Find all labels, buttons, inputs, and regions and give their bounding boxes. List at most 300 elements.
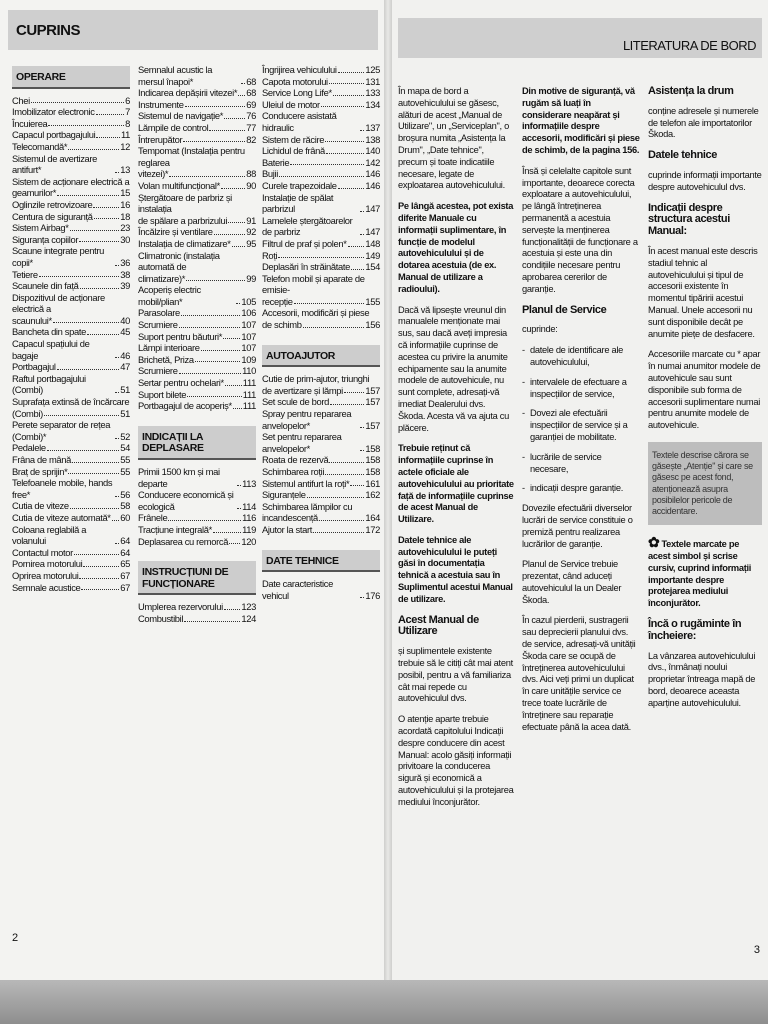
toc-leader — [237, 485, 241, 486]
toc-page-number: 158 — [365, 442, 380, 454]
final-request-heading: Încă o rugăminte în încheiere: — [648, 617, 742, 642]
toc-leader — [195, 361, 241, 362]
toc-entry-title: Cutia de viteze automată* — [12, 511, 111, 523]
toc-page-number: 91 — [246, 214, 256, 226]
toc-leader — [184, 621, 240, 622]
toc-page-number: 158 — [365, 454, 380, 466]
toc-entry — [262, 373, 380, 396]
toc-page-number: 162 — [365, 489, 380, 501]
toc-entry-title: Frâna de mână — [12, 454, 72, 465]
toc-entry-title: Tetiere — [12, 268, 38, 280]
toc-entry — [12, 153, 130, 176]
toc-page-number: 46 — [120, 349, 130, 361]
toc-entry — [12, 199, 130, 211]
toc-entry-title: Conducere asistată hidraulic — [262, 110, 337, 133]
toc-entry-title: Suport bilete — [138, 388, 187, 400]
toc-entry-title: Tracțiune integrală* — [138, 523, 212, 535]
toc-entry — [262, 396, 380, 408]
toc-entry-title: Pornirea motorului — [12, 558, 83, 570]
toc-entry-title: Oprirea motorului — [12, 569, 79, 581]
toc-entry-title: Roți — [262, 249, 278, 261]
toc-page-number: 8 — [125, 117, 130, 129]
toc-entry — [138, 145, 256, 180]
toc-list-instructiuni — [138, 601, 256, 624]
toc-leader — [350, 485, 364, 486]
toc-leader — [115, 265, 119, 266]
toc-page-number: 77 — [246, 121, 256, 133]
toc-entry — [12, 454, 130, 466]
contents-header — [8, 10, 378, 50]
toc-entry-title: Scrumiere — [138, 365, 178, 377]
toc-page-number: 65 — [120, 558, 130, 570]
road-assistance-paragraph: conține adresele și numerele de telefon ale importatorilor Škoda. — [648, 105, 759, 140]
toc-leader — [186, 280, 245, 281]
toc-leader — [224, 118, 245, 119]
toc-entry — [138, 64, 256, 87]
toc-entry-title: Ștergătoare de parbriz și instalația — [138, 191, 232, 215]
toc-entry — [138, 365, 256, 377]
toc-page-number: 52 — [120, 430, 130, 442]
toc-page-number: 134 — [365, 98, 380, 110]
toc-entry — [138, 284, 256, 307]
toc-leader — [115, 357, 119, 358]
toc-column-3 — [262, 64, 380, 601]
toc-entry-title: Ajutor la start — [262, 523, 312, 535]
toc-entry-title-cont: (Combi) — [12, 407, 43, 419]
toc-entry-title: Service Long Life* — [262, 87, 332, 99]
toc-entry — [12, 477, 130, 500]
toc-leader — [330, 404, 364, 405]
toc-entry — [262, 238, 380, 250]
toc-leader — [338, 72, 365, 73]
toc-page-number: 82 — [246, 133, 256, 145]
toc-page-number: 58 — [120, 500, 130, 512]
toc-leader — [115, 496, 119, 497]
toc-entry — [12, 570, 130, 582]
toc-leader — [83, 566, 119, 567]
section-date-tehnice: DATE TEHNICE — [262, 550, 380, 573]
toc-leader — [225, 385, 242, 386]
toc-leader — [96, 137, 120, 138]
toc-entry — [262, 250, 380, 262]
toc-entry-title: Siguranțele — [262, 489, 306, 501]
toc-entry-title: Sistemul de avertizare antifurt* — [12, 152, 98, 176]
section-autoajutor: AUTOAJUTOR — [262, 345, 380, 368]
toc-page-number: 56 — [120, 488, 130, 500]
toc-page-number: 18 — [120, 210, 130, 222]
toc-page-number: 111 — [242, 377, 256, 389]
toc-list-col2 — [138, 64, 256, 412]
toc-leader — [278, 257, 364, 258]
chapters-paragraph: Însă și celelalte capitole sunt importante, deoarece corecta exploatare a autovehiculului, pe lângă întreținerea permanentă a acestuia servește la menținerea funcționalității de funcționare a acestuia și este una din condițiile necesare pentru aprobarea cererilor de garanție. — [522, 165, 638, 294]
toc-entry-title: Capacul spațiului de bagaje — [12, 338, 90, 361]
supplement-paragraph: Pe lângă acestea, pot exista diferite Manuale cu informații suplimentare, în funcție de modelul autovehiculului și de dotarea acestuia (de ex. Manual de utilizare a radioului). — [398, 201, 514, 294]
toc-leader — [224, 609, 241, 610]
toc-leader — [39, 276, 120, 277]
toc-entry-title: Bancheta din spate — [12, 326, 86, 338]
toc-entry-title: Imobilizator electronic — [12, 106, 95, 118]
toc-page-number: 67 — [120, 569, 130, 581]
toc-page-number: 64 — [120, 546, 130, 558]
toc-leader — [183, 141, 245, 142]
toc-entry — [12, 582, 130, 594]
toc-entry — [12, 466, 130, 478]
toc-page-number: 114 — [242, 500, 256, 512]
toc-leader — [112, 520, 120, 521]
toc-leader — [70, 230, 120, 231]
missing-manual-paragraph: Dacă vă lipsește vreunul din manualele menționate mai sus, sau dacă aveți impresia că informațiile cuprinse de acestea cu privire la anumite echipamente sau la anumite modele de autovehicule, nu sunt complete, adresați-vă imediat Dealerului dvs. Škoda. Acesta vă va ajuta cu plăcere. — [398, 304, 509, 433]
toc-entry — [262, 76, 380, 88]
toc-entry-title: Sistem Airbag* — [12, 222, 69, 234]
toc-page-number: 149 — [365, 249, 380, 261]
toc-entry-title: Cutia de viteze — [12, 500, 69, 512]
toc-entry-title: Scaunele din față — [12, 280, 79, 292]
toc-leader — [360, 450, 364, 451]
environment-leaf-icon: ✿ — [648, 534, 660, 551]
toc-entry-title: Contactul motor — [12, 546, 73, 558]
toc-entry-title-cont: de spălare a parbrizului — [138, 214, 228, 226]
toc-page-number: 60 — [120, 511, 130, 523]
toc-leader — [348, 246, 365, 247]
toc-list-autoajutor — [262, 373, 380, 535]
toc-leader — [360, 427, 364, 428]
toc-leader — [185, 106, 246, 107]
toc-entry-title: Accesorii, modificări și piese — [262, 307, 370, 319]
service-plan-intro: cuprinde: — [522, 324, 558, 335]
toc-list-col3 — [262, 64, 380, 331]
toc-entry — [12, 269, 130, 281]
toc-entry-title: Încălzire și ventilare — [138, 226, 213, 238]
toc-entry-title-cont: geamurilor* — [12, 187, 57, 199]
toc-entry-title-cont: recepție — [262, 295, 293, 307]
toc-entry-title: Capacul portbagajului — [12, 129, 96, 141]
toc-leader — [115, 172, 119, 173]
accessories-paragraph: Accesoriile marcate cu * apar în numai anumitor modele de autovehicule sau sunt disponibile sub forma de accesorii suplimentare numai pentru anumite modele de autovehicule. — [648, 349, 761, 431]
toc-entry-title: Set scule de bord — [262, 396, 330, 408]
toc-entry-title: Conducere economică și ecologică — [138, 489, 234, 512]
toc-leader — [94, 218, 120, 219]
loss-paragraph: În cazul pierderii, sustragerii sau deprecierii planului dvs. de service, adresați-vă unității Škoda care se ocupă de întreținerea autovehiculului dvs. Aici veți primi un duplicat în care unitățile service ce trece toate lucrările de întreținere sau reparație efectuate până la acea dată. — [522, 615, 636, 732]
toc-page-number: 51 — [120, 407, 130, 419]
toc-entry — [262, 478, 380, 490]
toc-entry-title: Frânele — [138, 512, 168, 524]
toc-leader — [213, 532, 241, 533]
toc-page-number: 11 — [120, 129, 130, 141]
final-request-paragraph: La vânzarea autovehiculului dvs., înmânați noului proprietar întreaga mapă de bord, deoarece aceasta aparține autovehiculului. — [648, 650, 756, 708]
toc-page-number: 38 — [120, 268, 130, 280]
toc-entry — [138, 601, 256, 613]
toc-page-number: 88 — [246, 168, 256, 180]
toc-entry-title: Portbagajul — [12, 361, 56, 373]
toc-entry-title: Roata de rezervă — [262, 454, 329, 466]
toc-leader — [169, 176, 245, 177]
toc-leader — [79, 241, 119, 242]
toc-entry-title: Deplasări în străinătate — [262, 261, 351, 273]
toc-entry-title: Sistemul de navigație* — [138, 110, 224, 122]
toc-entry-title: Telefoanele mobile, hands free* — [12, 477, 113, 500]
toc-entry — [138, 87, 256, 99]
toc-entry — [138, 226, 256, 238]
toc-page-number: 113 — [242, 477, 256, 489]
toc-entry-title: Pedalele — [12, 442, 46, 454]
toc-entry-title: Volan multifuncțional* — [138, 179, 220, 191]
toc-leader — [214, 234, 246, 235]
toc-entry — [262, 192, 380, 215]
toc-leader — [48, 125, 124, 126]
toc-page-number: 39 — [120, 280, 130, 292]
toc-entry — [262, 215, 380, 238]
toc-leader — [201, 350, 241, 351]
toc-page-number: 51 — [120, 384, 130, 396]
toc-page-number: 107 — [241, 319, 256, 331]
page-number-right: 3 — [753, 944, 760, 956]
toc-entry-title: Sistem de acționare electrică a — [12, 175, 130, 187]
toc-entry-title: Lămpi interioare — [138, 342, 200, 354]
toc-page-number: 15 — [120, 187, 130, 199]
toc-entry — [12, 373, 130, 396]
toc-leader — [221, 188, 245, 189]
toc-page-number: 110 — [242, 365, 256, 377]
present-paragraph: Planul de Service trebuie prezentat, când aduceți autovehiculul la un Dealer Škoda. — [522, 559, 622, 605]
section-instructiuni: INSTRUCȚIUNI DE FUNCȚIONARE — [138, 561, 256, 595]
toc-leader — [74, 554, 119, 555]
toc-entry — [12, 547, 130, 559]
toc-entry-title: Set pentru repararea anvelopelor* — [262, 431, 342, 454]
toc-leader — [344, 392, 365, 393]
list-item: - datele de identificare ale autovehiculului, — [530, 345, 640, 369]
toc-entry — [262, 145, 380, 157]
toc-page-number: 116 — [242, 512, 256, 524]
toc-leader — [307, 497, 365, 498]
toc-entry — [262, 307, 380, 330]
toc-entry-title: Întrerupător — [138, 133, 183, 145]
toc-leader — [333, 95, 365, 96]
toc-entry — [262, 454, 380, 466]
list-item: - lucrările de service necesare, — [530, 452, 640, 476]
toc-leader — [290, 164, 364, 165]
structure-heading: Indicații despre structura acestui Manual: — [648, 201, 730, 238]
toc-leader — [241, 83, 245, 84]
toc-leader — [47, 450, 120, 451]
toc-entry-title: Indicarea depășirii vitezei* — [138, 87, 238, 99]
toc-entry — [262, 110, 380, 133]
toc-page-number: 147 — [365, 203, 380, 215]
toc-entry — [12, 118, 130, 130]
toc-entry — [138, 466, 256, 489]
toc-page-number: 109 — [241, 353, 256, 365]
toc-entry-title: Uleiul de motor — [262, 98, 320, 110]
text-column-3 — [648, 86, 762, 719]
toc-entry-title: Telecomandă* — [12, 140, 68, 152]
toc-leader — [360, 597, 364, 598]
list-item: - intervalele de efectuare a inspecțiilor de service, — [530, 377, 640, 401]
service-plan-heading: Planul de Service — [522, 303, 607, 316]
toc-leader — [79, 578, 119, 579]
contents-title: CUPRINS — [16, 22, 81, 39]
toc-entry — [12, 222, 130, 234]
toc-leader — [93, 207, 119, 208]
toc-leader — [329, 83, 365, 84]
toc-entry-title-cont: vitezei)* — [138, 168, 169, 180]
technical-data-paragraph: Datele tehnice ale autovehiculului le puteți găsi în documentația tehnică a acestuia sau în Suplimentul acestui Manual de utilizare. — [398, 534, 513, 604]
toc-leader — [115, 392, 119, 393]
toc-entry — [12, 234, 130, 246]
toc-entry — [262, 431, 380, 454]
toc-leader — [229, 543, 240, 544]
toc-entry-title: Umplerea rezervorului — [138, 601, 223, 613]
toc-page-number: 157 — [365, 419, 380, 431]
toc-page-number: 111 — [242, 400, 256, 412]
toc-entry-title: Tempomat (Instalația pentru reglarea — [138, 145, 245, 168]
toc-entry — [12, 280, 130, 292]
driving-tips-paragraph: O atenție aparte trebuie acordată capitolului Indicații despre conducere din acest Manual: acolo găsiți informații privitoare la conducerea sigură și economică a autovehiculului și la protejarea mediului înconjurător. — [398, 714, 514, 807]
toc-leader — [338, 188, 365, 189]
toc-page-number: 158 — [365, 466, 380, 477]
toc-entry-title: Lamelele ștergătoarelor de parbriz — [262, 214, 353, 238]
toc-entry-title: Portbagajul de acoperiș* — [138, 400, 232, 412]
toc-page-number: 36 — [120, 256, 130, 268]
toc-page-number: 161 — [365, 477, 380, 489]
toc-entry — [12, 95, 130, 107]
technical-data-heading: Datele tehnice — [648, 149, 717, 162]
toc-entry — [12, 141, 130, 153]
toc-page-number: 54 — [120, 442, 130, 454]
toc-entry-title: Climatronic (instalația automată de — [138, 249, 220, 273]
toc-page-number: 155 — [365, 295, 380, 307]
toc-entry — [138, 180, 256, 192]
toc-leader — [70, 508, 120, 509]
toc-entry — [138, 319, 256, 331]
toc-page-number: 131 — [365, 75, 380, 87]
environment-text: Textele marcate pe acest simbol și scrise cursiv, cuprind informații importante despre protejarea mediului înconjurător. — [648, 539, 752, 609]
toc-leader — [96, 114, 125, 115]
section-operare: OPERARE — [12, 66, 130, 89]
toc-entry — [12, 524, 130, 547]
toc-entry-title: Dispozitivul de acționare electrică a — [12, 291, 105, 315]
toc-entry — [138, 192, 256, 227]
toc-entry-title: Sistem de răcire — [262, 133, 325, 145]
toc-entry-title: Lichidul de frână — [262, 145, 325, 157]
toc-entry-title: Îngrijirea vehiculului — [262, 64, 337, 75]
toc-leader — [181, 315, 241, 316]
structure-paragraph: În acest manual este descris stadiul tehnic al autovehiculului și tipul de accesorii existente în momentul tipăririi acestui Manual. Unele accesorii nu sunt disponibile decât pe anumite piețe de desfacere. — [648, 245, 758, 339]
toc-entry — [12, 245, 130, 268]
toc-page-number: 106 — [241, 307, 256, 319]
toc-page-number: 92 — [246, 226, 256, 238]
toc-page-number: 13 — [120, 164, 130, 176]
toc-page-number: 157 — [365, 384, 380, 396]
toc-entry — [12, 292, 130, 327]
toc-leader — [72, 462, 119, 463]
toc-entry-title: Scrumiere — [138, 319, 178, 331]
toc-leader — [237, 508, 241, 509]
toc-entry-title: Curele trapezoidale — [262, 179, 337, 191]
toc-entry-title: Instrumente — [138, 98, 184, 110]
toc-page-number: 90 — [246, 179, 256, 191]
toc-entry-title: Coloana reglabilă a volanului — [12, 523, 87, 547]
toc-page-number: 99 — [246, 272, 256, 284]
toc-leader — [303, 327, 365, 328]
toc-entry — [138, 342, 256, 354]
toc-entry — [262, 408, 380, 431]
text-column-2 — [522, 86, 640, 742]
toc-leader — [236, 303, 240, 304]
toc-entry — [12, 500, 130, 512]
toc-entry — [138, 524, 256, 536]
toc-page-number: 140 — [365, 145, 380, 157]
toc-entry-title: Oglinzile retrovizoare — [12, 198, 93, 210]
toc-page-number: 105 — [241, 295, 256, 307]
toc-page-number: 30 — [120, 233, 130, 245]
toc-page-number: 55 — [120, 465, 130, 477]
toc-page-number: 176 — [365, 589, 380, 601]
toc-entry — [138, 389, 256, 401]
toc-page-number: 172 — [365, 523, 380, 535]
toc-page-number: 164 — [365, 512, 380, 524]
safety-paragraph: Din motive de siguranță, vă rugăm să luați în considerare neapărat și informațiile despre accesorii, modificări și piese de schimb, de la pagina 156. — [522, 86, 640, 155]
toc-leader — [321, 106, 365, 107]
toc-leader — [360, 130, 364, 131]
toc-entry-title: Telefon mobil și aparate de emisie- — [262, 272, 365, 296]
toc-entry-title-cont: de schimb — [262, 319, 302, 331]
toc-leader — [360, 211, 364, 212]
toc-page-number: 142 — [365, 156, 380, 168]
toc-leader — [223, 338, 240, 339]
toc-entry — [262, 64, 380, 76]
toc-entry — [262, 99, 380, 111]
toc-page-number: 157 — [365, 396, 380, 408]
toc-leader — [209, 130, 245, 131]
section-indicatii: INDICAȚII LA DEPLASARE — [138, 426, 256, 460]
toc-leader — [87, 334, 119, 335]
toc-leader — [329, 462, 364, 463]
toc-leader — [80, 288, 120, 289]
toc-page-number: 68 — [246, 75, 256, 87]
toc-leader — [81, 589, 119, 590]
toc-leader — [57, 195, 119, 196]
service-plan-list — [522, 345, 640, 495]
intro-paragraph: În mapa de bord a autovehiculului se găsesc, alături de acest „Manual de Utilizare", un „Serviceplan", o broșura numita „Asistența la Drum", „Date tehnice", precum și toate indicatiile necesare, legate de exploatarea autovehiculului. — [398, 86, 509, 191]
toc-entry — [138, 238, 256, 250]
toc-page-number: 156 — [365, 319, 380, 331]
toc-leader — [326, 153, 365, 154]
toc-entry — [262, 87, 380, 99]
toc-entry-title: Sistemul antifurt la roți* — [262, 477, 350, 489]
toc-page-number: 133 — [365, 87, 380, 99]
toc-entry-title: Primii 1500 km și mai departe — [138, 466, 220, 489]
toc-entry — [138, 331, 256, 343]
toc-entry-title-cont: climatizare)* — [138, 272, 186, 284]
manual-read-paragraph: și suplimentele existente trebuie să le citiți cât mai atent posibil, pentru a vă familiariza cât mai repede cu autovehiculul dvs. — [398, 646, 513, 704]
toc-leader — [351, 269, 364, 270]
toc-entry — [262, 466, 380, 478]
toc-entry-title-cont: incandescență — [262, 512, 318, 524]
toc-page-number: 111 — [242, 388, 256, 400]
toc-page-number: 7 — [125, 106, 130, 118]
toc-column-1 — [12, 64, 130, 593]
warning-box: Textele descrise cărora se găsește „Atenție" și care se găsesc pe acest fond, atenționează asupra posibilelor pericole de accidentare. — [648, 442, 762, 525]
toc-leader — [168, 520, 241, 521]
toc-entry-title: Instalația de climatizare* — [138, 237, 231, 249]
toc-entry — [262, 180, 380, 192]
toc-page-number: 40 — [120, 314, 130, 326]
toc-list-operare — [12, 95, 130, 594]
toc-page-number: 69 — [246, 98, 256, 110]
toc-page-number: 125 — [365, 64, 380, 75]
toc-entry — [12, 176, 130, 199]
toc-leader — [313, 532, 364, 533]
toc-page-number: 68 — [246, 87, 256, 99]
